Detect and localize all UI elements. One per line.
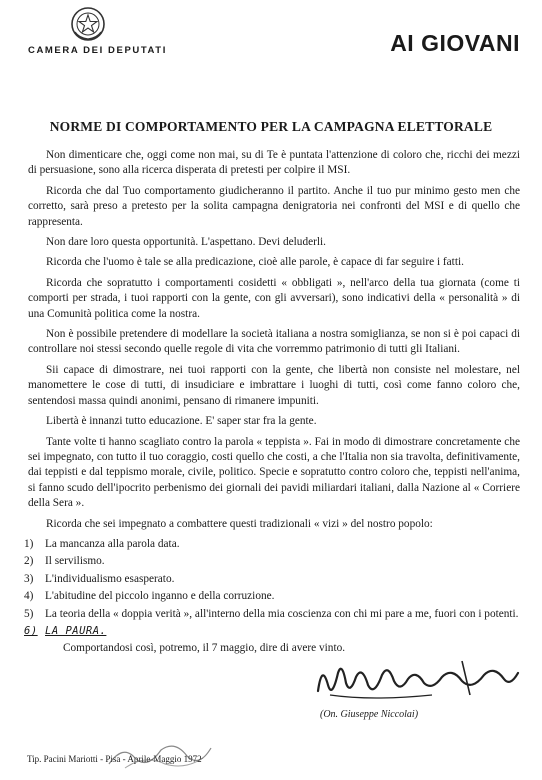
list-item	[24, 554, 520, 569]
list-number: 4)	[24, 590, 34, 603]
vices-list	[24, 537, 520, 639]
list-item	[24, 607, 520, 622]
body-text	[24, 148, 520, 662]
list-text: Il servilismo.	[45, 555, 105, 568]
list-number: 2)	[24, 555, 34, 568]
republic-emblem-icon	[70, 6, 106, 42]
closing-line: Comportandosi così, potremo, il 7 maggio, dire di avere vinto.	[63, 642, 346, 655]
handwritten-signature	[312, 655, 522, 703]
paragraph: Ricorda che sei impegnato a combattere questi tradizionali « vizi » del nostro popolo:	[46, 517, 433, 530]
paragraph: Sii capace di dimostrare, nei tuoi rapporti con la gente, che libertà non consiste nel molestare, nel manomettere le cose di tutti, di insudiciare e imbrattare i luoghi di tutti, così come fanno coloro che, sentendosi massa quindi anonimi, pensano di rimanere impuniti.	[28, 363, 520, 407]
handwritten-text: LA PAURA.	[45, 624, 107, 637]
ink-smudge	[105, 740, 215, 770]
list-number: 3)	[24, 572, 34, 585]
paragraph: Libertà è innanzi tutto educazione. E' saper star fra la gente.	[46, 415, 317, 428]
list-text: L'individualismo esasperato.	[45, 572, 175, 585]
paragraph: Non dimenticare che, oggi come non mai, su di Te è puntata l'attenzione di coloro che, ricchi dei mezzi di persuasione, sono alla ricerca disperata di pretesti per colpire il MSI.	[28, 149, 520, 177]
paragraph: Non è possibile pretendere di modellare la società italiana a nostra somiglianza, se non si è poi capaci di controllare noi stessi secondo quelle regole di vita che vorremmo patrimonio di tutti gli Italiani.	[28, 328, 520, 356]
document-subtitle: NORME DI COMPORTAMENTO PER LA CAMPAGNA ELETTORALE	[49, 119, 493, 134]
list-item	[24, 589, 520, 604]
paragraph: Tante volte ti hanno scagliato contro la parola « teppista ». Fai in modo di dimostrare concretamente che sei impegnato, con tutto il tuo coraggio, costi quello che costi, a che l'Italia non sia travolta, definitivamente, dai teppisti e dal teppismo morale, civile, politico. Specie e sopratutto contro coloro che, teppisti nell'anima, si fanno scudo dell'ipocrito perbenismo dei giornali dei pavidi miliardari italiani, dalla Nazione al « Corriere della Sera ».	[28, 435, 520, 510]
printer-imprint: Tip. Pacini Mariotti - Pisa - Aprile-Maggio 1972	[27, 754, 202, 764]
list-text: La teoria della « doppia verità », all'interno della mia coscienza con chi mi pare a me, fuori con i potenti.	[45, 607, 519, 620]
paragraph: Ricorda che dal Tuo comportamento giudicheranno il partito. Anche il tuo pur minimo gesto men che corretto, sarà preso a pretesto per la solita campagna denigratoria nei confronti del MSI e di quello che rappresenta.	[28, 184, 520, 228]
list-text: L'abitudine del piccolo inganno e della corruzione.	[45, 590, 275, 603]
paragraph: Ricorda che sopratutto i comportamenti cosidetti « obbligati », nell'arco della tua giornata (come ti comporti per strada, i tuoi rapporti con la gente, con gli avversari), sono indicativi della « personalità » di una Comunità politica come la nostra.	[28, 276, 520, 320]
list-item	[24, 572, 520, 587]
list-number: 6)	[24, 624, 38, 637]
signer-name: (On. Giuseppe Niccolai)	[320, 709, 419, 720]
list-item	[24, 537, 520, 552]
headline: AI GIOVANI	[390, 30, 520, 56]
chamber-label: CAMERA DEI DEPUTATI	[28, 45, 167, 56]
handwritten-list-item	[24, 624, 520, 639]
paragraph: Ricorda che l'uomo è tale se alla predicazione, cioè alle parole, è capace di far seguire i fatti.	[46, 256, 464, 269]
paragraph: Non dare loro questa opportunità. L'aspettano. Devi deluderli.	[46, 236, 326, 249]
list-number: 1)	[24, 537, 34, 550]
list-text: La mancanza alla parola data.	[45, 537, 180, 550]
list-number: 5)	[24, 607, 34, 620]
